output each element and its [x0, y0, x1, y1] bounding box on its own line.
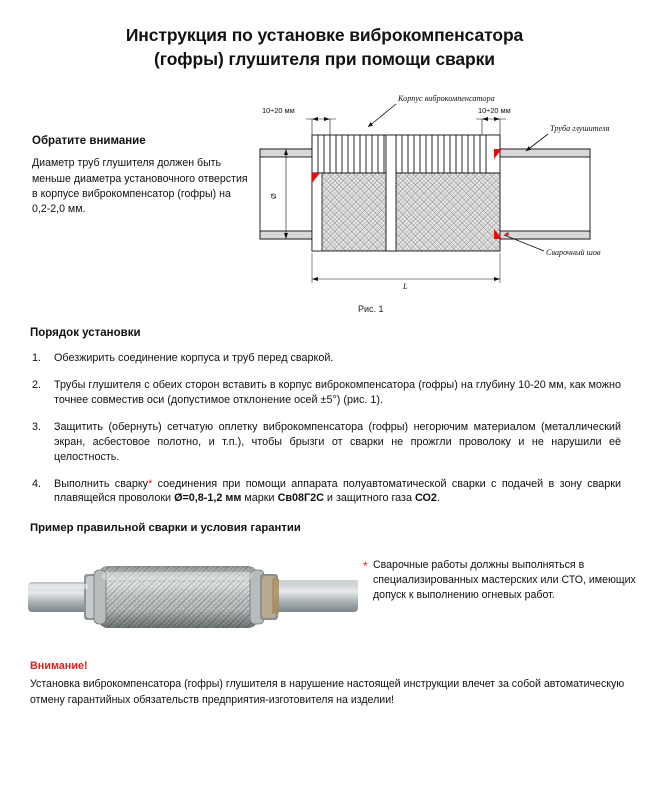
welding-works-note — [363, 558, 645, 603]
step-4-part-a: Выполнить сварку — [54, 477, 149, 490]
dim-diameter-text: Ø — [269, 193, 278, 200]
page-title-line2: (гофры) глушителя при помощи сварки — [154, 48, 495, 69]
list-item — [28, 477, 621, 507]
flex-pipe-diagram — [250, 83, 649, 323]
attention-note — [32, 135, 250, 217]
dim-left-text: 10÷20 мм — [262, 106, 295, 116]
diagram-section — [28, 83, 621, 325]
step-3-text: Защитить (обернуть) сетчатую оплетку виброкомпенсатора (гофры) негорючим материалом (металлический экран, асбестовое полотно, и т.п.), чтобы брызги от сварки не прожгли проволоку и не нарушили её целостность. — [54, 420, 621, 463]
step-4-wire-grade: Св08Г2С — [277, 492, 324, 505]
procedure-heading: Порядок установки — [30, 327, 141, 340]
figure-caption: Рис. 1 — [358, 304, 384, 315]
step-4-part-c: марки — [241, 492, 278, 505]
dim-right-text: 10÷20 мм — [478, 106, 511, 116]
example-heading: Пример правильной сварки и условия гарантии — [30, 522, 301, 535]
list-item — [28, 378, 621, 408]
welding-note-text: Сварочные работы должны выполняться в специализированных мастерских или СТО, имеющих допуск к выполнению огневых работ. — [373, 559, 636, 602]
warning-text: Установка виброкомпенсатора (гофры) глушителя в нарушение настоящей инструкции влечет за собой автоматическую отмену гарантийных обязательств предприятия-изготовителя на изделии! — [30, 678, 625, 706]
step-2-text: Трубы глушителя с обеих сторон вставить в корпус виброкомпенсатора (гофры) на глубину 10-20 мм, как можно точнее совместив оси (допустимое отклонение осей ±5°) (рис. 1). — [54, 379, 621, 407]
label-body-text: Корпус виброкомпенсатора — [398, 94, 495, 104]
step-4-wire-spec: Ø=0,8-1,2 мм — [174, 492, 242, 505]
step-4-part-e: . — [436, 492, 440, 505]
dim-length-text: L — [403, 282, 408, 292]
step-4-asterisk: * — [148, 477, 153, 490]
attention-note-title: Обратите внимание — [32, 135, 146, 148]
procedure-steps — [28, 351, 621, 506]
instruction-page — [0, 24, 649, 792]
step-4-part-b: соединения при помощи аппарата полуавтоматической сварки с подачей в зону сварки плавящейся проволоки — [54, 477, 621, 505]
attention-note-text: Диаметр труб глушителя должен быть меньше диаметра установочного отверстия в корпусе виброкомпенсатор (гофры) на 0,2-2,0 мм. — [32, 157, 248, 216]
step-1-text: Обезжирить соединение корпуса и труб перед сваркой. — [54, 352, 334, 365]
welding-note-asterisk: * — [363, 559, 368, 574]
list-item — [28, 351, 621, 366]
warning-heading: Внимание! — [30, 660, 88, 673]
label-weld-text: Сварочный шов — [546, 248, 601, 258]
page-title-line1: Инструкция по установке виброкомпенсатора — [125, 25, 524, 45]
example-section — [28, 544, 636, 656]
page-title — [48, 24, 601, 71]
weld-example-photo — [28, 544, 358, 644]
label-pipe-text: Труба глушителя — [550, 124, 610, 134]
list-item — [28, 420, 621, 465]
step-4-part-d: и защитного газа — [323, 492, 415, 505]
step-4-gas: СО2 — [415, 492, 437, 505]
